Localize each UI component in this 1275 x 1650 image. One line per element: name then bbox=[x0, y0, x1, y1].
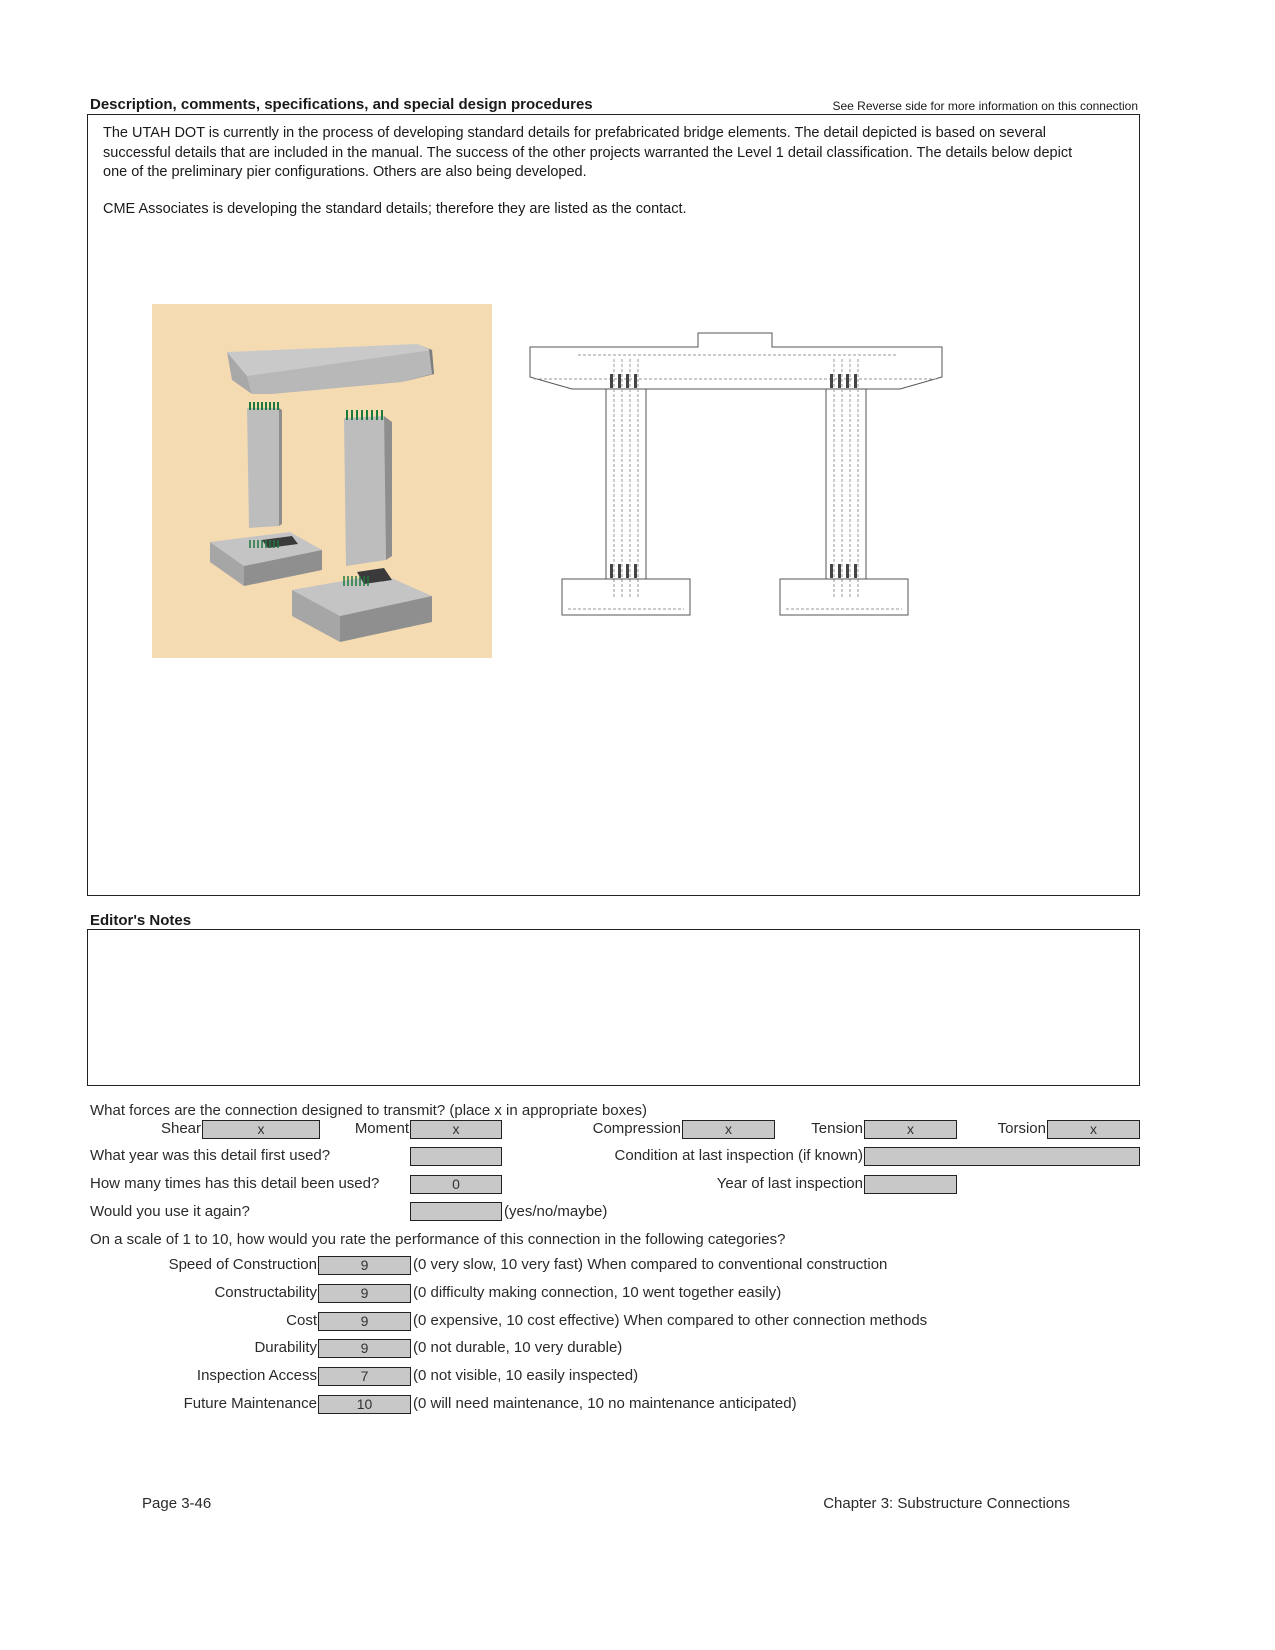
editors-notes-box bbox=[87, 929, 1140, 1086]
rating-field-inspection-access[interactable]: 7 bbox=[318, 1367, 411, 1386]
rating-desc-cost: (0 expensive, 10 cost effective) When compared to other connection methods bbox=[413, 1312, 928, 1329]
chapter-title: Chapter 3: Substructure Connections bbox=[823, 1495, 1070, 1512]
editors-notes-title: Editor's Notes bbox=[90, 912, 192, 929]
compression-field[interactable]: x bbox=[682, 1120, 775, 1139]
rating-field-durability[interactable]: 9 bbox=[318, 1339, 411, 1358]
condition-label: Condition at last inspection (if known) bbox=[614, 1147, 863, 1164]
description-paragraph-1: The UTAH DOT is currently in the process of developing standard details for prefabricated bridge elements. The detail depicted is based on several successful details that are included in the manual. The success of the other projects warranted the Level 1 detail classification. The details below depict one of the preliminary pier configurations. Others are also being developed. bbox=[103, 125, 1073, 180]
description-box bbox=[87, 114, 1140, 896]
rating-field-cost[interactable]: 9 bbox=[318, 1312, 411, 1331]
rating-field-constructability[interactable]: 9 bbox=[318, 1284, 411, 1303]
ratings-question: On a scale of 1 to 10, how would you rate the performance of this connection in the following categories? bbox=[90, 1231, 786, 1248]
moment-field[interactable]: x bbox=[410, 1120, 502, 1139]
condition-field[interactable] bbox=[864, 1147, 1140, 1166]
rating-desc-constructability: (0 difficulty making connection, 10 went together easily) bbox=[413, 1284, 782, 1301]
pier-elevation-drawing bbox=[528, 329, 948, 619]
times-used-field[interactable]: 0 bbox=[410, 1175, 502, 1194]
shear-label: Shear bbox=[160, 1120, 201, 1137]
rating-label-future-maintenance: Future Maintenance bbox=[183, 1395, 317, 1412]
tension-label: Tension bbox=[811, 1120, 863, 1137]
rating-desc-speed: (0 very slow, 10 very fast) When compared to conventional construction bbox=[413, 1256, 888, 1273]
rating-label-durability: Durability bbox=[254, 1339, 317, 1356]
year-inspection-field[interactable] bbox=[864, 1175, 957, 1194]
rating-label-cost: Cost bbox=[286, 1312, 317, 1329]
compression-label: Compression bbox=[592, 1120, 681, 1137]
page-number: Page 3-46 bbox=[142, 1495, 212, 1512]
rating-label-inspection-access: Inspection Access bbox=[196, 1367, 317, 1384]
forces-question: What forces are the connection designed to transmit? (place x in appropriate boxes) bbox=[90, 1102, 647, 1119]
first-used-field[interactable] bbox=[410, 1147, 502, 1166]
moment-label: Moment bbox=[354, 1120, 409, 1137]
rating-field-future-maintenance[interactable]: 10 bbox=[318, 1395, 411, 1414]
shear-field[interactable]: x bbox=[202, 1120, 320, 1139]
first-used-label: What year was this detail first used? bbox=[90, 1147, 331, 1164]
pier-3d-render bbox=[152, 304, 492, 658]
reverse-side-note: See Reverse side for more information on this connection bbox=[832, 99, 1138, 113]
description-title: Description, comments, specifications, and special design procedures bbox=[90, 96, 593, 113]
use-again-field[interactable] bbox=[410, 1202, 502, 1221]
year-inspection-label: Year of last inspection bbox=[716, 1175, 863, 1192]
torsion-label: Torsion bbox=[997, 1120, 1046, 1137]
tension-field[interactable]: x bbox=[864, 1120, 957, 1139]
description-paragraph-2: CME Associates is developing the standard details; therefore they are listed as the contact. bbox=[103, 201, 687, 217]
rating-label-speed: Speed of Construction bbox=[168, 1256, 317, 1273]
torsion-field[interactable]: x bbox=[1047, 1120, 1140, 1139]
use-again-hint: (yes/no/maybe) bbox=[504, 1203, 608, 1220]
rating-desc-durability: (0 not durable, 10 very durable) bbox=[413, 1339, 623, 1356]
rating-field-speed[interactable]: 9 bbox=[318, 1256, 411, 1275]
rating-label-constructability: Constructability bbox=[214, 1284, 317, 1301]
use-again-label: Would you use it again? bbox=[90, 1203, 250, 1220]
rating-desc-future-maintenance: (0 will need maintenance, 10 no maintenance anticipated) bbox=[413, 1395, 797, 1412]
rating-desc-inspection-access: (0 not visible, 10 easily inspected) bbox=[413, 1367, 639, 1384]
times-used-label: How many times has this detail been used? bbox=[90, 1175, 380, 1192]
